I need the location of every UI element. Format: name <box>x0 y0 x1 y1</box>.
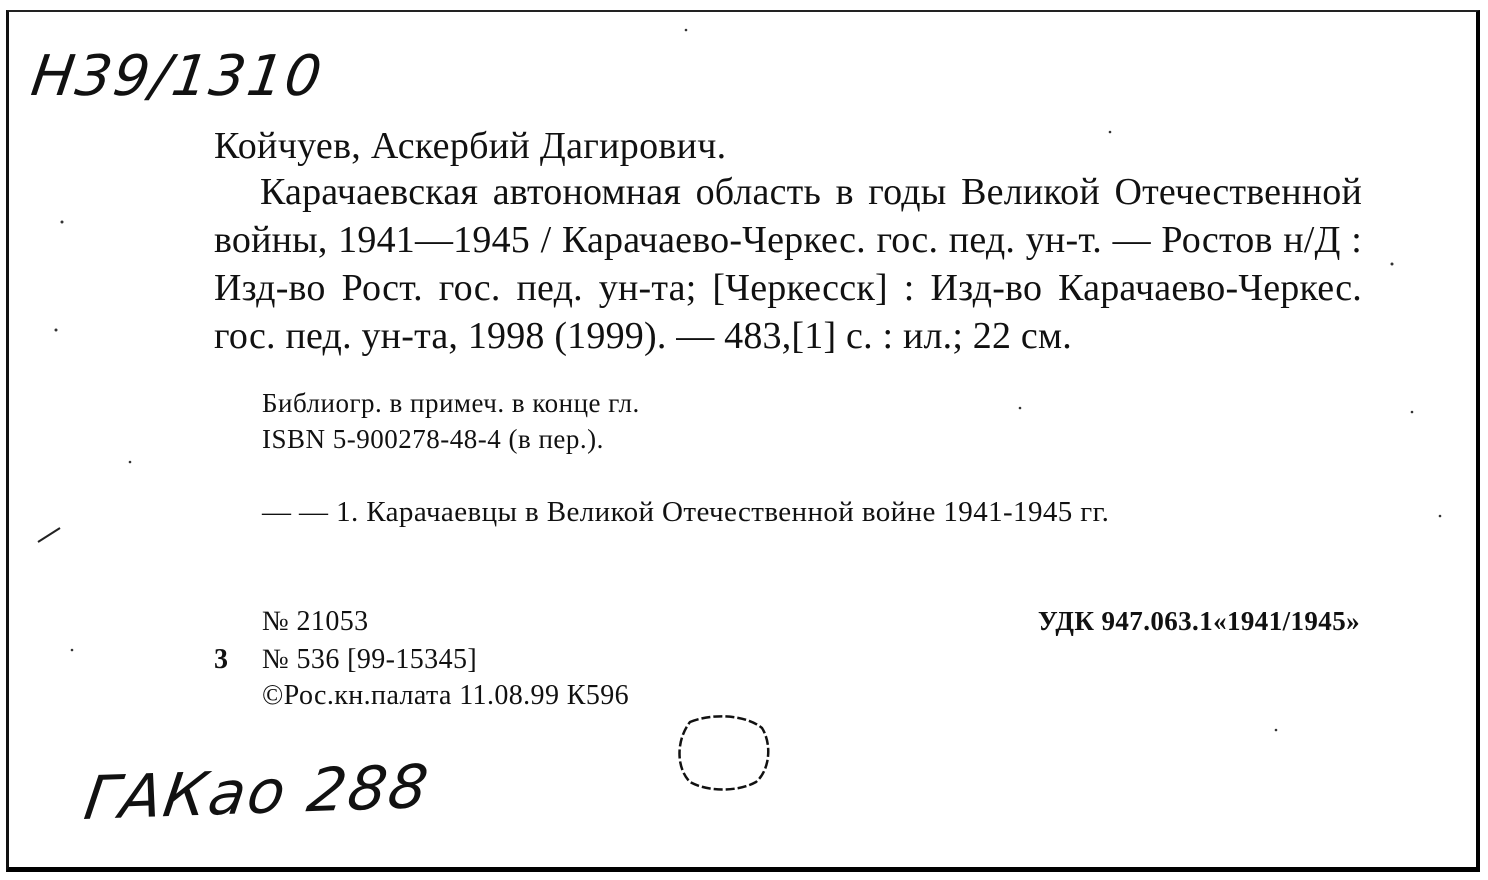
author-heading: Койчуев, Аскербий Дагирович. <box>214 125 727 167</box>
description-text: Карачаевская автономная область в годы Великой Отечественной войны, 1941—1945 / Карачаево-Черкес. гос. пед. ун-т. — Ростов н/Д : Изд-во Рост. гос. пед. ун-та; [Черкесск] : Изд-во Карачаево-Черкес. гос. пед. ун-та, 1998 (1999). — 483,[1] с. : ил.; 22 см. <box>214 171 1362 357</box>
copyright-line: ©Рос.кн.палата 11.08.99 К596 <box>262 680 630 711</box>
speck-dot <box>1019 407 1022 410</box>
isbn-line: ISBN 5-900278-48-4 (в пер.). <box>262 424 604 454</box>
punch-hole-icon <box>680 716 769 789</box>
udk-code: УДК 947.063.1«1941/1945» <box>1037 606 1360 636</box>
order-number: № 536 [99-15345] <box>262 644 478 675</box>
speck-dot <box>1275 729 1278 732</box>
speck-dot <box>1439 515 1442 518</box>
speck-dot <box>129 461 132 464</box>
speck-dot <box>61 221 64 224</box>
speck-dot <box>685 29 688 32</box>
handwritten-shelfmark: Н39/1310 <box>27 44 328 109</box>
speck-dot <box>1411 411 1414 414</box>
speck-dot <box>55 329 58 332</box>
pencil-tick-icon <box>38 528 60 542</box>
subject-heading: — — 1. Карачаевцы в Великой Отечественной войне 1941-1945 гг. <box>262 496 1110 528</box>
registration-number: № 21053 <box>262 606 369 637</box>
speck-dot <box>71 649 74 652</box>
speck-dot <box>1109 131 1112 134</box>
bibliography-note: Библиогр. в примеч. в конце гл. <box>262 388 640 418</box>
speck-dot <box>1391 263 1394 266</box>
handwritten-archive-mark: ГАКао 288 <box>80 752 435 834</box>
card-count-prefix: 3 <box>214 644 229 675</box>
